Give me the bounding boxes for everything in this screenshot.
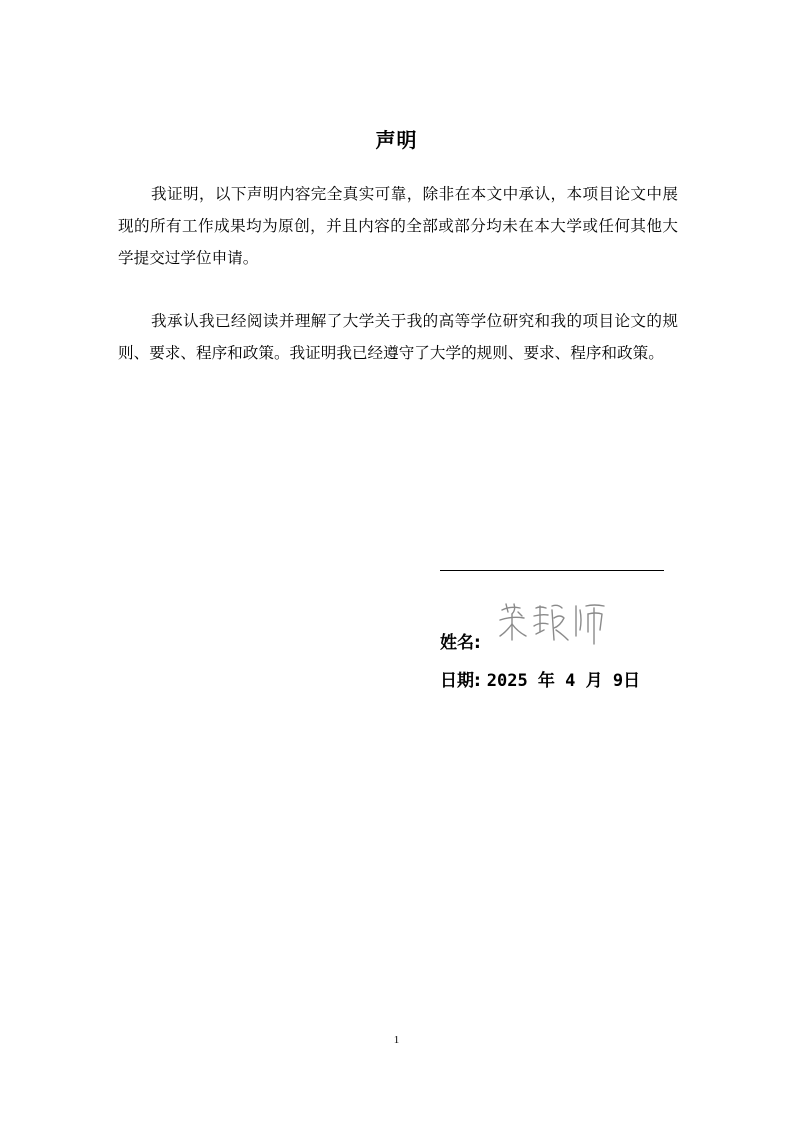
- name-row: [440, 628, 481, 653]
- declaration-paragraph-1: 我证明，以下声明内容完全真实可靠，除非在本文中承认，本项目论文中展现的所有工作成果均为原创，并且内容的全部或部分均未在本大学或任何其他大学提交过学位申请。: [118, 185, 678, 267]
- date-row: [440, 666, 640, 691]
- date-value: 2025 年 4 月 9日: [486, 671, 641, 691]
- date-label: 日期:: [440, 671, 481, 691]
- page-number: 1: [393, 1034, 400, 1046]
- handwritten-signature: [496, 600, 608, 648]
- signature-line: [440, 570, 664, 571]
- declaration-paragraph-2: 我承认我已经阅读并理解了大学关于我的高等学位研究和我的项目论文的规则、要求、程序和政策。我证明我已经遵守了大学的规则、要求、程序和政策。: [118, 312, 678, 362]
- name-label: 姓名:: [440, 633, 481, 653]
- page-title: 声明: [375, 128, 418, 152]
